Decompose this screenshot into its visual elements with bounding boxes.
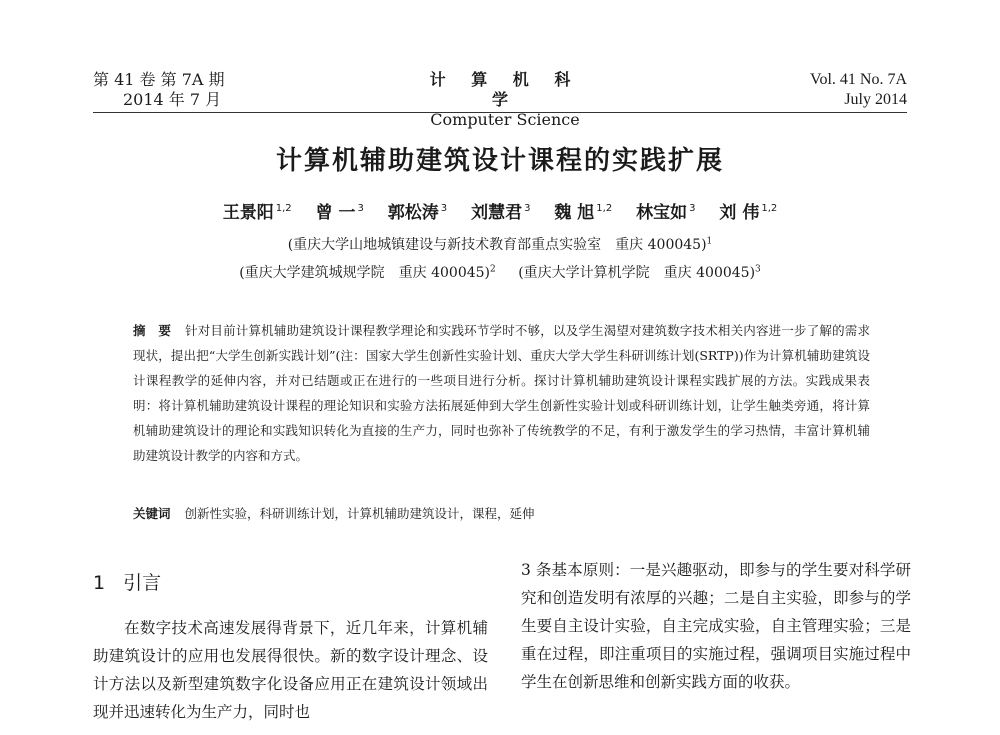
journal-name-cn: 计 算 机 科 学 [429, 70, 581, 109]
journal-name-en: Computer Science [430, 110, 580, 129]
journal-volume-en [810, 70, 907, 110]
author: 林宝如 $^3$ [636, 203, 696, 223]
header-rule [93, 112, 907, 113]
keywords [133, 504, 870, 524]
journal-name [410, 70, 600, 130]
affiliation-line-1: (重庆大学山地城镇建设与新技术教育部重点实验室 重庆 400045)$^1$ [287, 236, 713, 253]
paper-title: 计算机辅助建筑设计课程的实践扩展 [275, 146, 724, 176]
vol-no-line: Vol. 41 No. 7A [809, 71, 907, 88]
left-column [93, 614, 488, 726]
section-number: 1 [93, 572, 106, 594]
principles-paragraph: 3 条基本原则：一是兴趣驱动，即参与的学生要对科学研究和创造发明有浓厚的兴趣；二是自主实验，即参与的学生要自主设计实验，自主完成实验，自主管理实验；三是重在过程，即注重项目的实施过程，强调项目实施过程中学生在创新思维和创新实践方面的收获。 [521, 561, 911, 691]
abstract-label: 摘 要 [133, 323, 172, 338]
abstract [133, 318, 870, 468]
intro-paragraph: 在数字技术高速发展得背景下，近几年来，计算机辅助建筑设计的应用也发展得很快。新的数字设计理念、设计方法以及新型建筑数字化设备应用正在建筑设计领域出现并迅速转化为生产力，同时也 [93, 619, 488, 721]
issue-date-line: 2014 年 7 月 [123, 90, 222, 109]
author: 王景阳 $^{1,2}$ [222, 203, 292, 223]
author: 郭松涛 $^3$ [387, 203, 448, 223]
section-heading [93, 568, 161, 595]
author-list [0, 198, 1000, 223]
author: 刘 伟 $^{1,2}$ [719, 203, 778, 223]
affiliation-line-2: (重庆大学建筑城规学院 重庆 400045)$^2$ (重庆大学计算机学院 重庆 400045)$^3$ [239, 264, 761, 281]
author: 魏 旭 $^{1,2}$ [554, 203, 613, 223]
keywords-label: 关键词 [133, 506, 171, 521]
keywords-text: 创新性实验，科研训练计划，计算机辅助建筑设计，课程，延伸 [184, 506, 535, 521]
abstract-text: 针对目前计算机辅助建筑设计课程教学理论和实践环节学时不够，以及学生渴望对建筑数字技术相关内容进一步了解的需求现状，提出把“大学生创新实践计划”(注：国家大学生创新性实验计划、重庆大学大学生科研训练计划(SRTP))作为计算机辅助建筑设计课程教学的延伸内容，并对已结题或正在进行的一些项目进行分析。探讨计算机辅助建筑设计课程实践扩展的方法。实践成果表明：将计算机辅助建筑设计课程的理论知识和实验方法拓展延伸到大学生创新性实验计划或科研训练计划，让学生触类旁通，将计算机辅助建筑设计的理论和实践知识转化为直接的生产力，同时也弥补了传统教学的不足，有利于激发学生的学习热情，丰富计算机辅助建筑设计教学的内容和方式。 [133, 323, 870, 463]
right-column [521, 556, 911, 696]
date-en-line: July 2014 [844, 91, 907, 108]
volume-issue-line: 第 41 卷 第 7A 期 [93, 70, 225, 89]
author: 刘慧君 $^3$ [471, 203, 531, 223]
section-title: 引言 [123, 572, 162, 594]
journal-volume-issue [93, 70, 225, 110]
author: 曾 一 $^3$ [315, 203, 364, 223]
